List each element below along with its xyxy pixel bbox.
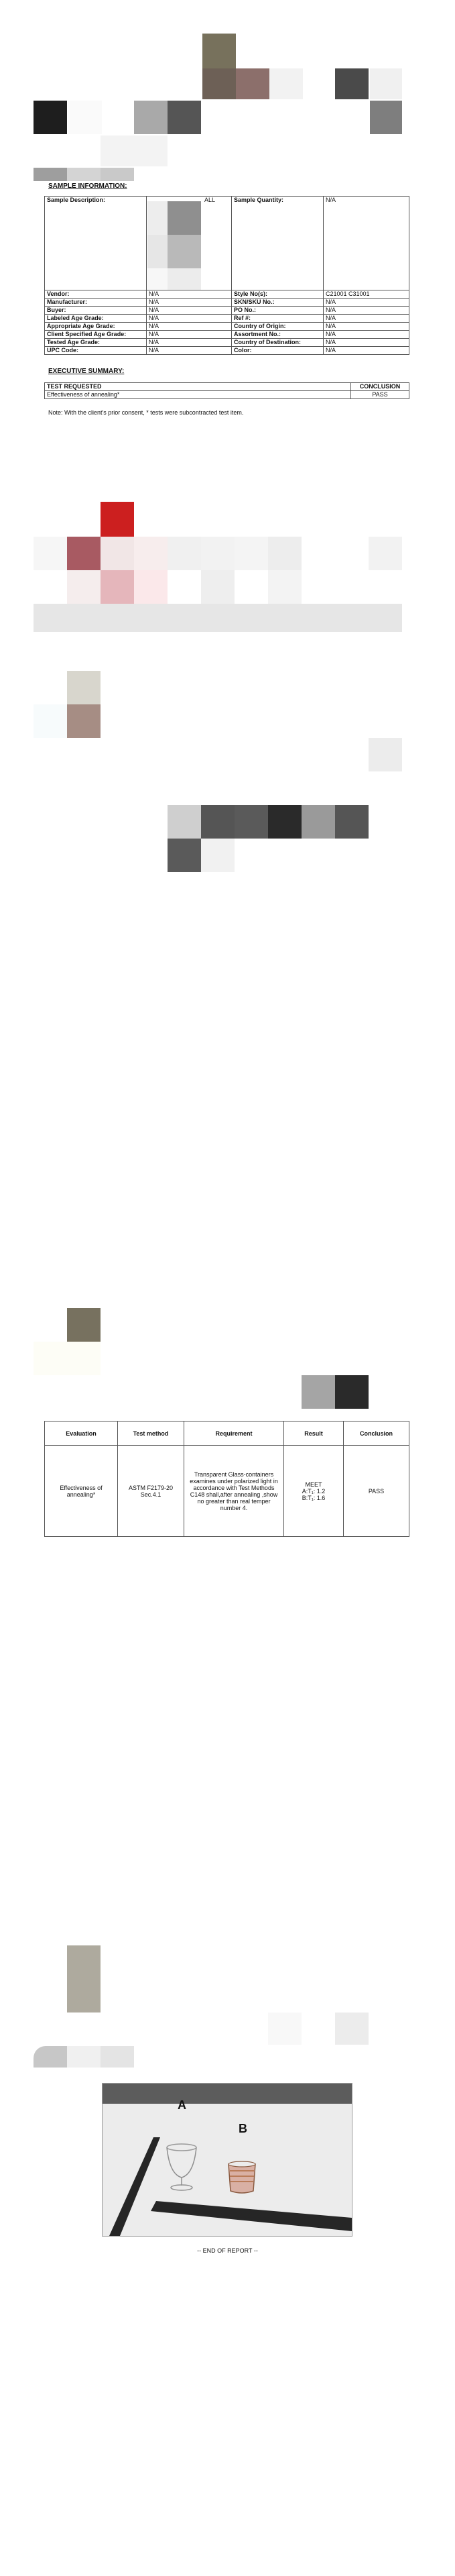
redacted-block <box>168 268 201 290</box>
header-test-method: Test method <box>118 1421 184 1446</box>
redacted-block <box>201 839 235 872</box>
table-row: Effectiveness of annealing* PASS <box>45 391 409 399</box>
redacted-block <box>168 235 201 268</box>
redacted-block <box>147 268 168 290</box>
redacted-block <box>68 101 102 134</box>
redacted-block <box>67 1945 101 2012</box>
cell-requirement: Transparent Glass-containers examines under polarized light in accordance with Test Methods C148 shall,after annealing ,show no greater than real temper number 4. <box>184 1446 284 1537</box>
redacted-block <box>147 201 168 235</box>
sample-description-value: ALL <box>204 197 216 203</box>
redacted-block <box>168 101 201 134</box>
redacted-block <box>101 537 134 570</box>
redacted-block <box>335 805 369 839</box>
redacted-block <box>168 537 201 570</box>
redacted-block <box>34 168 67 181</box>
info-row: Manufacturer: N/A SKN/SKU No.: N/A <box>45 299 409 307</box>
header-evaluation: Evaluation <box>45 1421 118 1446</box>
redacted-block <box>134 537 168 570</box>
redacted-block <box>335 1375 369 1409</box>
redacted-block <box>34 101 67 134</box>
redacted-block <box>34 2046 67 2068</box>
redacted-block <box>147 235 168 268</box>
cell-result: MEET A:T₁: 1.2 B:T₁: 1.6 <box>284 1446 344 1537</box>
redacted-block <box>201 570 235 604</box>
redacted-block <box>235 537 268 570</box>
redacted-block <box>268 805 302 839</box>
info-row: Vendor: N/A Style No(s): C21001 C31001 <box>45 290 409 299</box>
redacted-block <box>268 570 302 604</box>
header-requirement: Requirement <box>184 1421 284 1446</box>
redacted-block <box>369 738 402 771</box>
cell-evaluation: Effectiveness of annealing* <box>45 1446 118 1537</box>
redacted-block <box>67 1308 101 1342</box>
redacted-block <box>235 805 268 839</box>
redacted-block <box>168 805 201 839</box>
redacted-block <box>67 704 101 738</box>
redacted-block <box>268 2012 302 2045</box>
redacted-block <box>67 2046 101 2068</box>
end-of-report: -- END OF REPORT -- <box>197 2247 258 2254</box>
redacted-block <box>168 839 201 872</box>
redacted-block <box>236 68 269 99</box>
redacted-block <box>335 68 369 99</box>
redacted-block <box>268 537 302 570</box>
redacted-block <box>134 570 168 604</box>
redacted-block <box>67 537 101 570</box>
info-row: Client Specified Age Grade: N/A Assortment No.: N/A <box>45 331 409 339</box>
redacted-block <box>34 704 67 738</box>
redacted-block <box>101 2046 134 2068</box>
redacted-block <box>67 570 101 604</box>
redacted-block <box>34 604 402 632</box>
redacted-block <box>202 68 236 99</box>
redacted-block <box>101 136 168 166</box>
redacted-block <box>369 537 402 570</box>
table-row <box>45 1446 409 1537</box>
sample-quantity-value: N/A <box>326 197 336 203</box>
col-conclusion: CONCLUSION <box>351 383 409 391</box>
info-row: Tested Age Grade: N/A Country of Destination: N/A <box>45 339 409 347</box>
redacted-block <box>302 805 335 839</box>
redacted-block <box>67 671 101 704</box>
photo-label-b: B <box>239 2122 247 2135</box>
redacted-block <box>370 68 402 99</box>
redacted-block <box>202 34 236 68</box>
sample-photo <box>102 2083 352 2237</box>
redacted-block <box>370 101 402 134</box>
header-result: Result <box>284 1421 344 1446</box>
photo-label-a: A <box>178 2098 186 2112</box>
executive-summary-title: EXECUTIVE SUMMARY: <box>48 368 125 375</box>
sample-quantity-label: Sample Quantity: <box>234 197 284 203</box>
redacted-block <box>34 1342 101 1375</box>
results-table <box>44 1421 409 1537</box>
info-row: Buyer: N/A PO No.: N/A <box>45 307 409 315</box>
redacted-block <box>302 1375 335 1409</box>
info-row: Labeled Age Grade: N/A Ref #: N/A <box>45 315 409 323</box>
redacted-block <box>34 537 67 570</box>
header-conclusion: Conclusion <box>344 1421 409 1446</box>
redacted-block <box>101 502 134 537</box>
info-row: UPC Code: N/A Color: N/A <box>45 347 409 355</box>
executive-summary-table <box>44 382 409 399</box>
cell-method: ASTM F2179-20 Sec.4.1 <box>118 1446 184 1537</box>
redacted-block <box>67 168 101 181</box>
redacted-block <box>269 68 303 99</box>
photo-drawing <box>103 2084 352 2236</box>
info-row: Appropriate Age Grade: N/A Country of Origin: N/A <box>45 323 409 331</box>
cell-conclusion: PASS <box>344 1446 409 1537</box>
redacted-block <box>201 537 235 570</box>
sample-description-label: Sample Description: <box>47 197 106 203</box>
redacted-block <box>335 2012 369 2045</box>
redacted-block <box>168 201 201 235</box>
redacted-block <box>134 101 168 134</box>
col-test-requested: TEST REQUESTED <box>45 383 351 391</box>
sample-information-title: SAMPLE INFORMATION: <box>48 182 127 190</box>
sample-information-table <box>44 196 409 355</box>
redacted-block <box>201 805 235 839</box>
subcontract-note: Note: With the client's prior consent, * tests were subcontracted test item. <box>48 409 244 416</box>
redacted-block <box>101 570 134 604</box>
redacted-block <box>101 168 134 181</box>
